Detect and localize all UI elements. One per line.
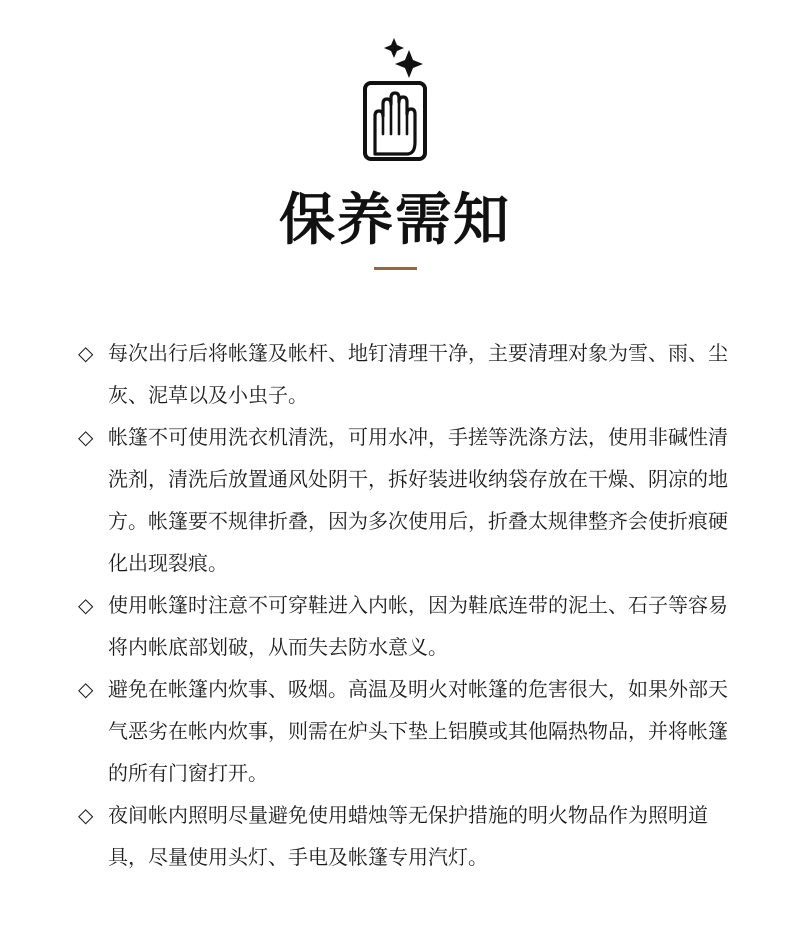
- care-item-text: 夜间帐内照明尽量避免使用蜡烛等无保护措施的明火物品作为照明道具，尽量使用头灯、手电及帐篷专用汽灯。: [108, 803, 708, 869]
- list-item: [78, 668, 728, 794]
- diamond-bullet-icon: ◇: [78, 425, 94, 449]
- care-item-text: 帐篷不可使用洗衣机清洗，可用水冲，手搓等洗涤方法，使用非碱性清洗剂，清洗后放置通风处阴干，拆好装进收纳袋存放在干燥、阴凉的地方。帐篷要不规律折叠，因为多次使用后，折叠太规律整齐会使折痕硬化出现裂痕。: [108, 425, 728, 575]
- diamond-bullet-icon: ◇: [78, 677, 94, 701]
- diamond-bullet-icon: ◇: [78, 593, 94, 617]
- page-title: 保养需知: [279, 188, 511, 253]
- diamond-bullet-icon: ◇: [78, 341, 94, 365]
- hand-icon: [375, 93, 415, 154]
- care-item-text: 使用帐篷时注意不可穿鞋进入内帐，因为鞋底连带的泥土、石子等容易将内帐底部划破，从而失去防水意义。: [108, 593, 728, 659]
- care-list: [78, 332, 728, 878]
- care-item-text: 避免在帐篷内炊事、吸烟。高温及明火对帐篷的危害很大，如果外部天气恶劣在帐内炊事，则需在炉头下垫上铝膜或其他隔热物品，并将帐篷的所有门窗打开。: [108, 677, 728, 785]
- list-item: [78, 794, 728, 878]
- large-sparkle-icon: [395, 50, 423, 78]
- title-divider: [374, 267, 417, 270]
- small-sparkle-icon: [384, 38, 404, 58]
- list-item: [78, 416, 728, 584]
- hand-sparkle-icon: [355, 34, 435, 164]
- hand-sparkle-svg: [355, 34, 435, 164]
- list-item: [78, 332, 728, 416]
- diamond-bullet-icon: ◇: [78, 803, 94, 827]
- care-item-text: 每次出行后将帐篷及帐杆、地钉清理干净，主要清理对象为雪、雨、尘灰、泥草以及小虫子。: [108, 341, 728, 407]
- list-item: [78, 584, 728, 668]
